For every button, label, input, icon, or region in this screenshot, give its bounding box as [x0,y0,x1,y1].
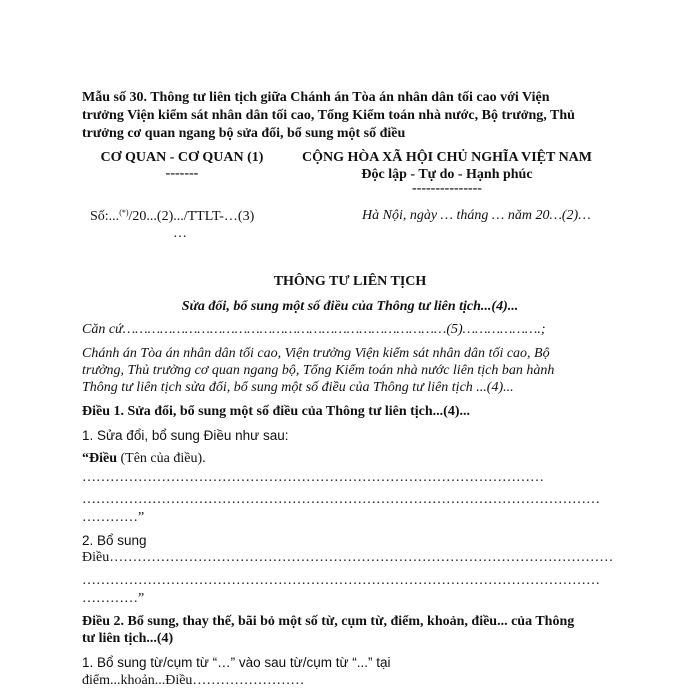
template-title-line2: trưởng Viện kiểm sát nhân dân tối cao, Tổng Kiểm toán nhà nước, Bộ trưởng, Thủ [82,108,575,123]
document-number [90,208,254,225]
dots-line1: ……………………………………………………………………………………… [82,470,544,485]
article1-quote [82,451,206,467]
national-title: CỘNG HÒA XÃ HỘI CHỦ NGHĨA VIỆT NAM [301,150,592,165]
legal-basis: Căn cứ……………………………………………………………………(5)……………….; [82,322,546,337]
document-title: THÔNG TƯ LIÊN TỊCH [273,274,427,289]
quote-bold: “Điều [82,451,117,466]
preamble-line3: Thông tư liên tịch sửa đổi, bổ sung một số điều của Thông tư liên tịch ...(4)... [82,380,514,395]
article2-heading-line2: tư liên tịch...(4) [82,631,174,646]
dots-line2: ………………………………………………………………………………………………… [82,492,600,507]
quote-rest: (Tên của điều). [117,451,206,466]
document-subtitle: Sửa đổi, bổ sung một số điều của Thông tư liên tịch...(4)... [181,299,519,314]
number-prefix: Số:... [90,209,120,224]
article2-item1-line2: điểm...khoản...Điều…………………… [82,673,305,688]
preamble-line2: trưởng, Thủ trưởng cơ quan ngang bộ, Tổng Kiểm toán nhà nước liên tịch ban hành [82,363,555,378]
article2-item1-line1: 1. Bổ sung từ/cụm từ “…” vào sau từ/cụm từ “...” tại [82,655,391,670]
article1-item2: 2. Bổ sung [82,533,147,548]
article1-item1: 1. Sửa đổi, bổ sung Điều như sau: [82,428,289,443]
article1-heading: Điều 1. Sửa đổi, bổ sung một số điều của Thông tư liên tịch...(4)... [82,404,470,419]
template-title-line1: Mẫu số 30. Thông tư liên tịch giữa Chánh án Tòa án nhân dân tối cao với Viện [82,90,550,105]
article1-item2-line2: Điều……………………………………………………………………………………………… [82,550,614,565]
motto-rule: --------------- [412,181,482,196]
agency-name: CƠ QUAN - CƠ QUAN (1) [100,150,264,165]
preamble-line1: Chánh án Tòa án nhân dân tối cao, Viện trưởng Viện kiểm sát nhân dân tối cao, Bộ [82,346,550,361]
template-title-line3: trưởng cơ quan ngang bộ sửa đổi, bổ sung một số điều [82,126,406,141]
dots-line5: …………” [82,591,145,606]
number-suffix: /20...(2).../TTLT-…(3) [128,209,255,224]
article2-heading-line1: Điều 2. Bổ sung, thay thế, bãi bỏ một số từ, cụm từ, điểm, khoản, điều... của Thông [82,614,575,629]
place-date: Hà Nội, ngày … tháng … năm 20…(2)… [362,208,591,223]
number-continuation: … [173,226,187,241]
dots-line4: ………………………………………………………………………………………………… [82,573,600,588]
agency-rule: ------- [165,166,199,181]
national-motto: Độc lập - Tự do - Hạnh phúc [361,167,533,182]
number-sup: (*) [119,208,129,217]
dots-line3: …………” [82,510,145,525]
